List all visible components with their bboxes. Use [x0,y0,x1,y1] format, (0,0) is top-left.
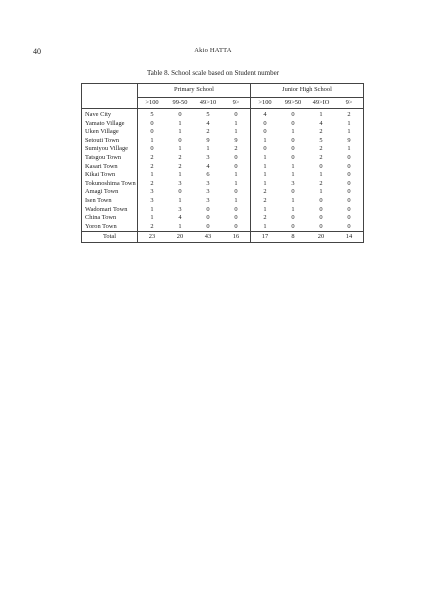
table-row [82,120,364,129]
table-cell: 0 [291,153,295,161]
total-row [82,232,364,243]
table-row [82,214,364,223]
table-cell: 0 [319,222,323,230]
table-cell: 0 [234,214,238,222]
header-name-cell [82,84,138,98]
table-cell: 0 [150,119,154,127]
table-cell: 0 [234,222,238,230]
table-cell: 0 [335,214,364,223]
table-cell: 0 [178,111,182,118]
total-cell: 8 [279,232,307,243]
table-cell: 2 [335,109,364,120]
table-cell: 0 [319,205,323,213]
table-cell: 0 [206,214,210,222]
table-cell: 0 [335,197,364,206]
table-cell: 2 [178,162,182,170]
table-cell: 9 [206,136,210,144]
table-row [82,163,364,172]
table-cell: 0 [291,145,295,153]
table-row [82,171,364,180]
row-name: Sumiyou Village [82,145,138,154]
table-cell: 4 [206,119,210,127]
total-cell: 43 [194,232,222,243]
table-cell: 1 [319,188,323,196]
table-cell: 9 [234,136,238,144]
table-cell: 1 [234,128,238,136]
table-cell: 1 [206,145,210,153]
table-cell: 0 [178,136,182,144]
table-cell: 0 [251,120,280,129]
total-cell: 20 [166,232,194,243]
table-cell: 0 [291,111,295,118]
table-cell: 1 [178,119,182,127]
table-cell: 0 [335,188,364,197]
table-cell: 2 [150,179,154,187]
subheader-cell: 49>IO [307,98,335,109]
table-cell: 0 [206,205,210,213]
table-cell: 1 [291,171,295,179]
total-cell: 16 [222,232,251,243]
row-name: China Town [82,214,138,223]
total-cell: 14 [335,232,364,243]
table-cell: 2 [234,145,238,153]
table-cell: 1 [178,128,182,136]
table-cell: 2 [319,179,323,187]
subheader-cell: 9> [222,98,251,109]
row-name: Yoron Town [82,223,138,232]
table-cell: 2 [150,153,154,161]
table-cell: 1 [178,171,182,179]
total-cell: 20 [307,232,335,243]
table-cell: 1 [150,171,154,179]
subheader-cell: 9> [335,98,364,109]
table-cell: 1 [178,145,182,153]
table-cell: 2 [251,197,280,206]
table-cell: 0 [251,128,280,137]
school-scale-table [81,83,364,243]
table-cell: 0 [150,128,154,136]
table-body [82,109,364,232]
row-name: Kasari Town [82,163,138,172]
row-name: Isen Town [82,197,138,206]
table-cell: 1 [291,205,295,213]
table-cell: 1 [251,163,280,172]
table-cell: 3 [206,196,210,204]
table-row [82,154,364,163]
table-cell: 0 [335,171,364,180]
table-cell: 0 [335,206,364,215]
table-cell: 1 [291,128,295,136]
total-cell: 23 [138,232,167,243]
table-row [82,137,364,146]
table-cell: 0 [206,222,210,230]
table-row [82,223,364,232]
subheader-cell: 99-50 [166,98,194,109]
table-cell: 4 [206,162,210,170]
table-cell: 0 [234,111,238,118]
table-cell: 0 [335,180,364,189]
table-cell: 2 [206,128,210,136]
table-cell: 1 [234,179,238,187]
table-cell: 9 [335,137,364,146]
row-name: Tokunoshima Town [82,180,138,189]
table-cell: 1 [291,162,295,170]
table-cell: 1 [291,196,295,204]
row-name: Kikai Town [82,171,138,180]
table-cell: 4 [178,214,182,222]
table-cell: 1 [150,136,154,144]
row-name: Setouti Town [82,137,138,146]
row-name: Amagi Town [82,188,138,197]
table-cell: 1 [150,214,154,222]
table-cell: 0 [335,154,364,163]
table-cell: 1 [178,222,182,230]
table-cell: 6 [206,171,210,179]
table-cell: 3 [150,188,154,196]
table-cell: 1 [251,154,280,163]
table-cell: 2 [251,188,280,197]
table-cell: 3 [178,205,182,213]
table-cell: 3 [206,188,210,196]
table-cell: 0 [234,205,238,213]
table-cell: 1 [319,111,323,118]
table-cell: 0 [234,153,238,161]
table-cell: 1 [234,171,238,179]
table-cell: 0 [291,136,295,144]
table-cell: 2 [319,153,323,161]
table-cell: 3 [291,179,295,187]
table-cell: 0 [319,196,323,204]
table-row [82,109,364,120]
header-name-cell-sub [82,98,138,109]
table-cell: 0 [291,119,295,127]
row-name: Wadomari Town [82,206,138,215]
table-cell: 0 [319,214,323,222]
table-cell: 5 [206,111,210,118]
table-cell: 2 [150,162,154,170]
table-cell: 0 [335,223,364,232]
table-cell: 1 [234,196,238,204]
table-cell: 2 [178,153,182,161]
table-cell: 0 [234,162,238,170]
table-cell: 0 [291,214,295,222]
table-cell: 5 [319,136,323,144]
row-name: Tatsgou Town [82,154,138,163]
table-caption: Table 8. School scale based on Student number [146,69,280,77]
group-header-junior: Junior High School [251,84,364,98]
total-label: Total [82,232,138,243]
table-cell: 2 [319,145,323,153]
table-row [82,145,364,154]
table-cell: 1 [251,206,280,215]
subheader-cell: 49>10 [194,98,222,109]
table-cell: 1 [335,128,364,137]
table-cell: 0 [178,188,182,196]
table-cell: 1 [251,171,280,180]
subheader-cell: >100 [251,98,280,109]
row-name: Uken Village [82,128,138,137]
table-cell: 1 [319,171,323,179]
table-cell: 3 [150,196,154,204]
table-cell: 3 [206,153,210,161]
total-cell: 17 [251,232,280,243]
table-cell: 0 [150,145,154,153]
row-name: Yamato Village [82,120,138,129]
table-cell: 1 [335,145,364,154]
table-cell: 3 [178,179,182,187]
subheader-cell: >100 [138,98,167,109]
subheader-cell: 99>50 [279,98,307,109]
table-cell: 0 [251,145,280,154]
table-cell: 1 [251,137,280,146]
table-cell: 0 [319,162,323,170]
table-cell: 3 [206,179,210,187]
table-cell: 1 [234,119,238,127]
table-cell: 1 [251,223,280,232]
table-row [82,128,364,137]
table-cell: 2 [251,214,280,223]
table-cell: 0 [291,188,295,196]
table-cell: 4 [319,119,323,127]
running-head: Akio HATTA [194,47,232,54]
table-row [82,188,364,197]
page-number: 40 [33,47,41,56]
table-cell: 0 [234,188,238,196]
table-cell: 2 [319,128,323,136]
table-cell: 1 [335,120,364,129]
table-row [82,206,364,215]
table-cell: 1 [178,196,182,204]
table-cell: 2 [150,222,154,230]
row-name: Nave City [82,109,138,120]
group-header-primary: Primary School [138,84,251,98]
table-cell: 4 [251,109,280,120]
table-row [82,180,364,189]
table-cell: 0 [291,222,295,230]
table-row [82,197,364,206]
table-cell: 0 [335,163,364,172]
table-cell: 5 [150,111,154,118]
table-cell: 1 [251,180,280,189]
table-cell: 1 [150,205,154,213]
